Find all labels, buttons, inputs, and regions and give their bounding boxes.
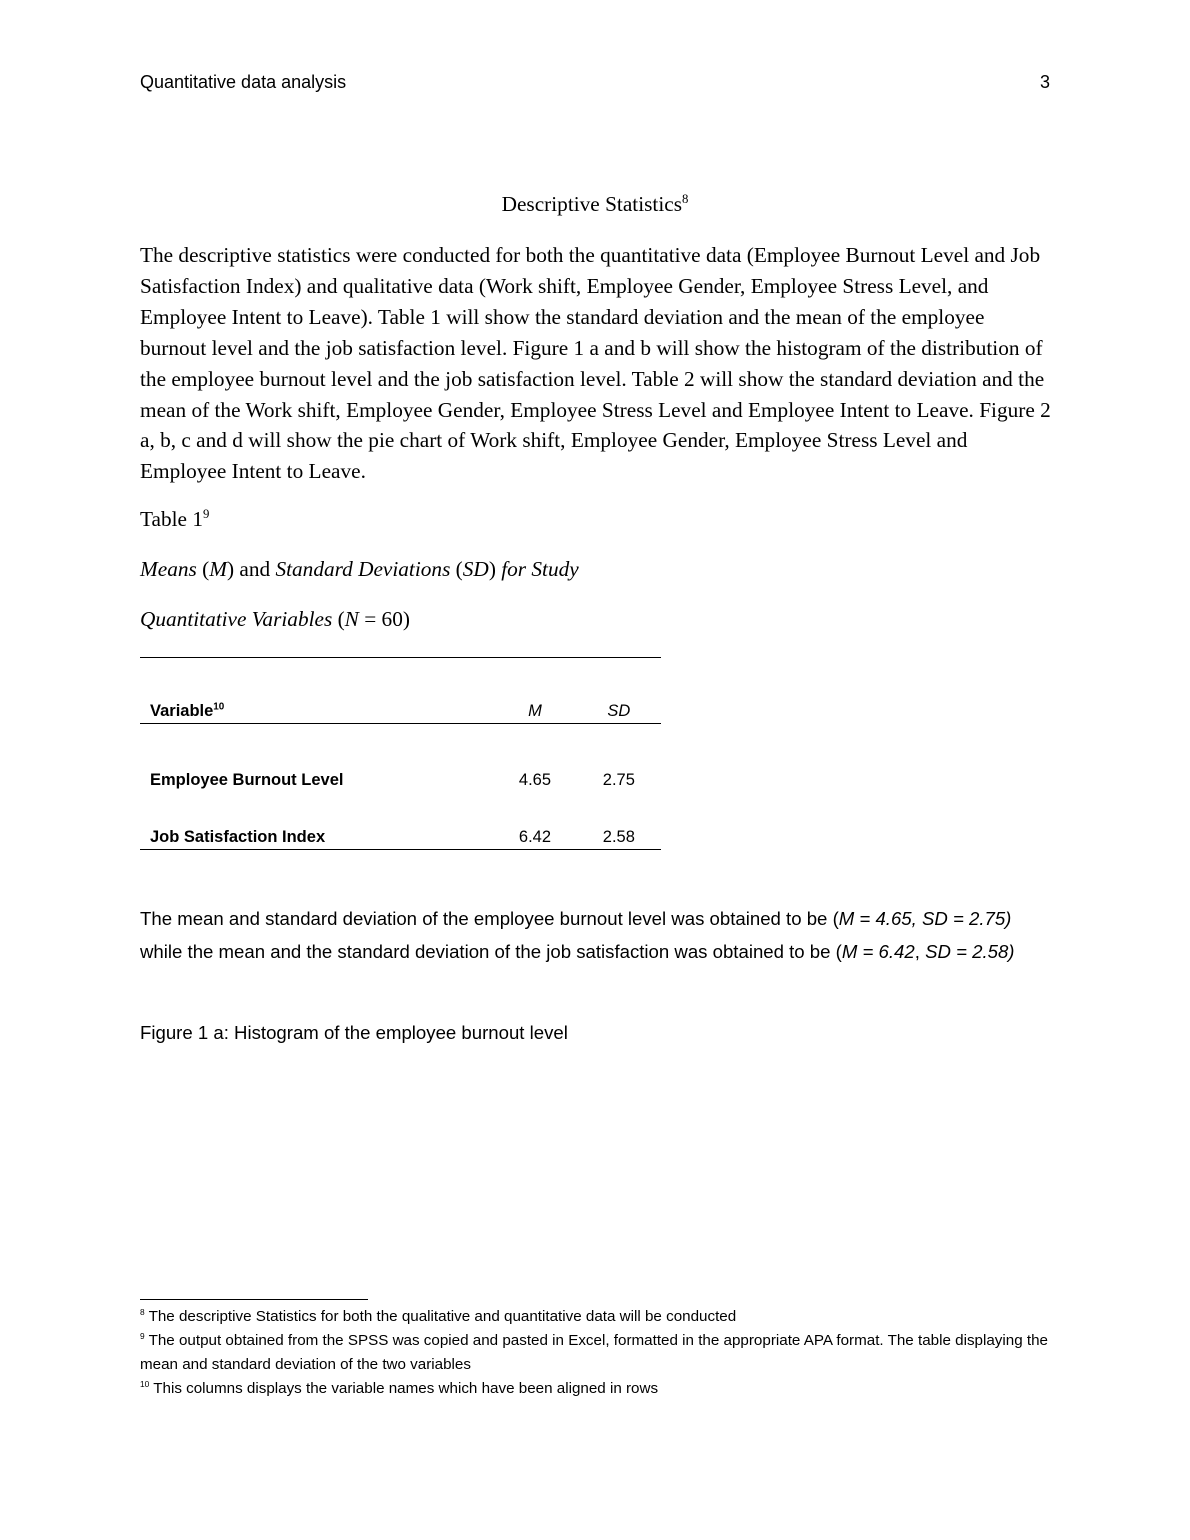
caption-part: )	[488, 557, 502, 581]
footnote-separator	[140, 1299, 368, 1300]
caption-part: Standard Deviations	[275, 557, 451, 581]
caption-part: SD	[462, 557, 489, 581]
caption-part: Quantitative Variables	[140, 607, 333, 631]
intro-paragraph: The descriptive statistics were conducted for both the quantitative data (Employee Burnout Level and Job Satisfaction Index) and qualitative data (Work shift, Employee Gender, Employee Stress Level, and Employee Intent to Leave). Table 1 will show the standard deviation and the mean of the employee burnout level and the job satisfaction level. Figure 1 a and b will show the histogram of the distribution of the employee burnout level and the job satisfaction level. Table 2 will show the standard deviation and the mean of the Work shift, Employee Gender, Employee Stress Level and Employee Intent to Leave. Figure 2 a, b, c and d will show the pie chart of Work shift, Employee Gender, Employee Stress Level and Employee Intent to Leave.	[140, 243, 1051, 484]
footnote-text: This columns displays the variable names which have been aligned in rows	[149, 1380, 659, 1397]
table-caption-line2	[140, 607, 410, 632]
table-row	[140, 828, 661, 850]
table-label	[140, 507, 209, 532]
cell-sd: 2.58	[602, 828, 635, 846]
caption-part: Means	[140, 557, 197, 581]
column-header-sd: SD	[607, 702, 631, 720]
footnote-text: The descriptive Statistics for both the qualitative and quantitative data will be conducted	[144, 1308, 737, 1325]
text: M = 4.65, SD = 2.75)	[838, 908, 1012, 929]
caption-part: = 60)	[358, 607, 410, 631]
cell-variable: Employee Burnout Level	[150, 771, 344, 789]
cell-m: 4.65	[518, 771, 552, 789]
column-header-variable	[140, 702, 493, 721]
footnote	[140, 1305, 1055, 1329]
table-label-text: Table 1	[140, 507, 203, 531]
table-header-row	[140, 702, 661, 724]
column-header-m: M	[528, 702, 542, 720]
caption-part: (	[196, 557, 210, 581]
caption-part: M	[209, 557, 227, 581]
heading-text: Descriptive Statistics	[501, 192, 682, 216]
header-title: Quantitative data analysis	[140, 72, 347, 92]
cell-m: 6.42	[518, 828, 552, 846]
column-header-text: Variable	[150, 702, 214, 720]
table-row	[140, 771, 661, 790]
section-heading	[140, 192, 1050, 217]
caption-part: (	[332, 607, 345, 631]
page-header	[140, 72, 1050, 93]
caption-part: N	[344, 607, 359, 631]
footnote	[140, 1329, 1055, 1377]
footnote	[140, 1377, 1055, 1401]
text: while the mean and the standard deviation of the job satisfaction was obtained to be (	[140, 941, 842, 962]
footnote-text: The output obtained from the SPSS was copied and pasted in Excel, formatted in the appropriate APA format. The table displaying the mean and standard deviation of the two variables	[140, 1332, 1049, 1373]
footnote-number: 8	[140, 1306, 145, 1317]
caption-part: for Study	[501, 557, 579, 581]
text: SD = 2.58)	[925, 941, 1015, 962]
caption-part: (	[450, 557, 463, 581]
figure-caption: Figure 1 a: Histogram of the employee burnout level	[140, 1022, 568, 1043]
footnote-ref: 9	[202, 506, 210, 521]
table-1	[140, 657, 661, 846]
cell-variable: Job Satisfaction Index	[150, 828, 326, 846]
text: M = 6.42	[841, 941, 915, 962]
table-caption-line1	[140, 557, 579, 582]
page-number: 3	[1039, 72, 1050, 92]
footnote-ref: 10	[213, 701, 225, 713]
result-paragraph	[140, 902, 1055, 968]
caption-part: ) and	[226, 557, 276, 581]
cell-sd: 2.75	[602, 771, 635, 789]
footnote-number: 10	[140, 1378, 150, 1389]
text: ,	[914, 941, 926, 962]
footnote-ref: 8	[682, 191, 689, 206]
text: The mean and standard deviation of the employee burnout level was obtained to be (	[140, 908, 839, 929]
footnote-number: 9	[140, 1330, 145, 1341]
